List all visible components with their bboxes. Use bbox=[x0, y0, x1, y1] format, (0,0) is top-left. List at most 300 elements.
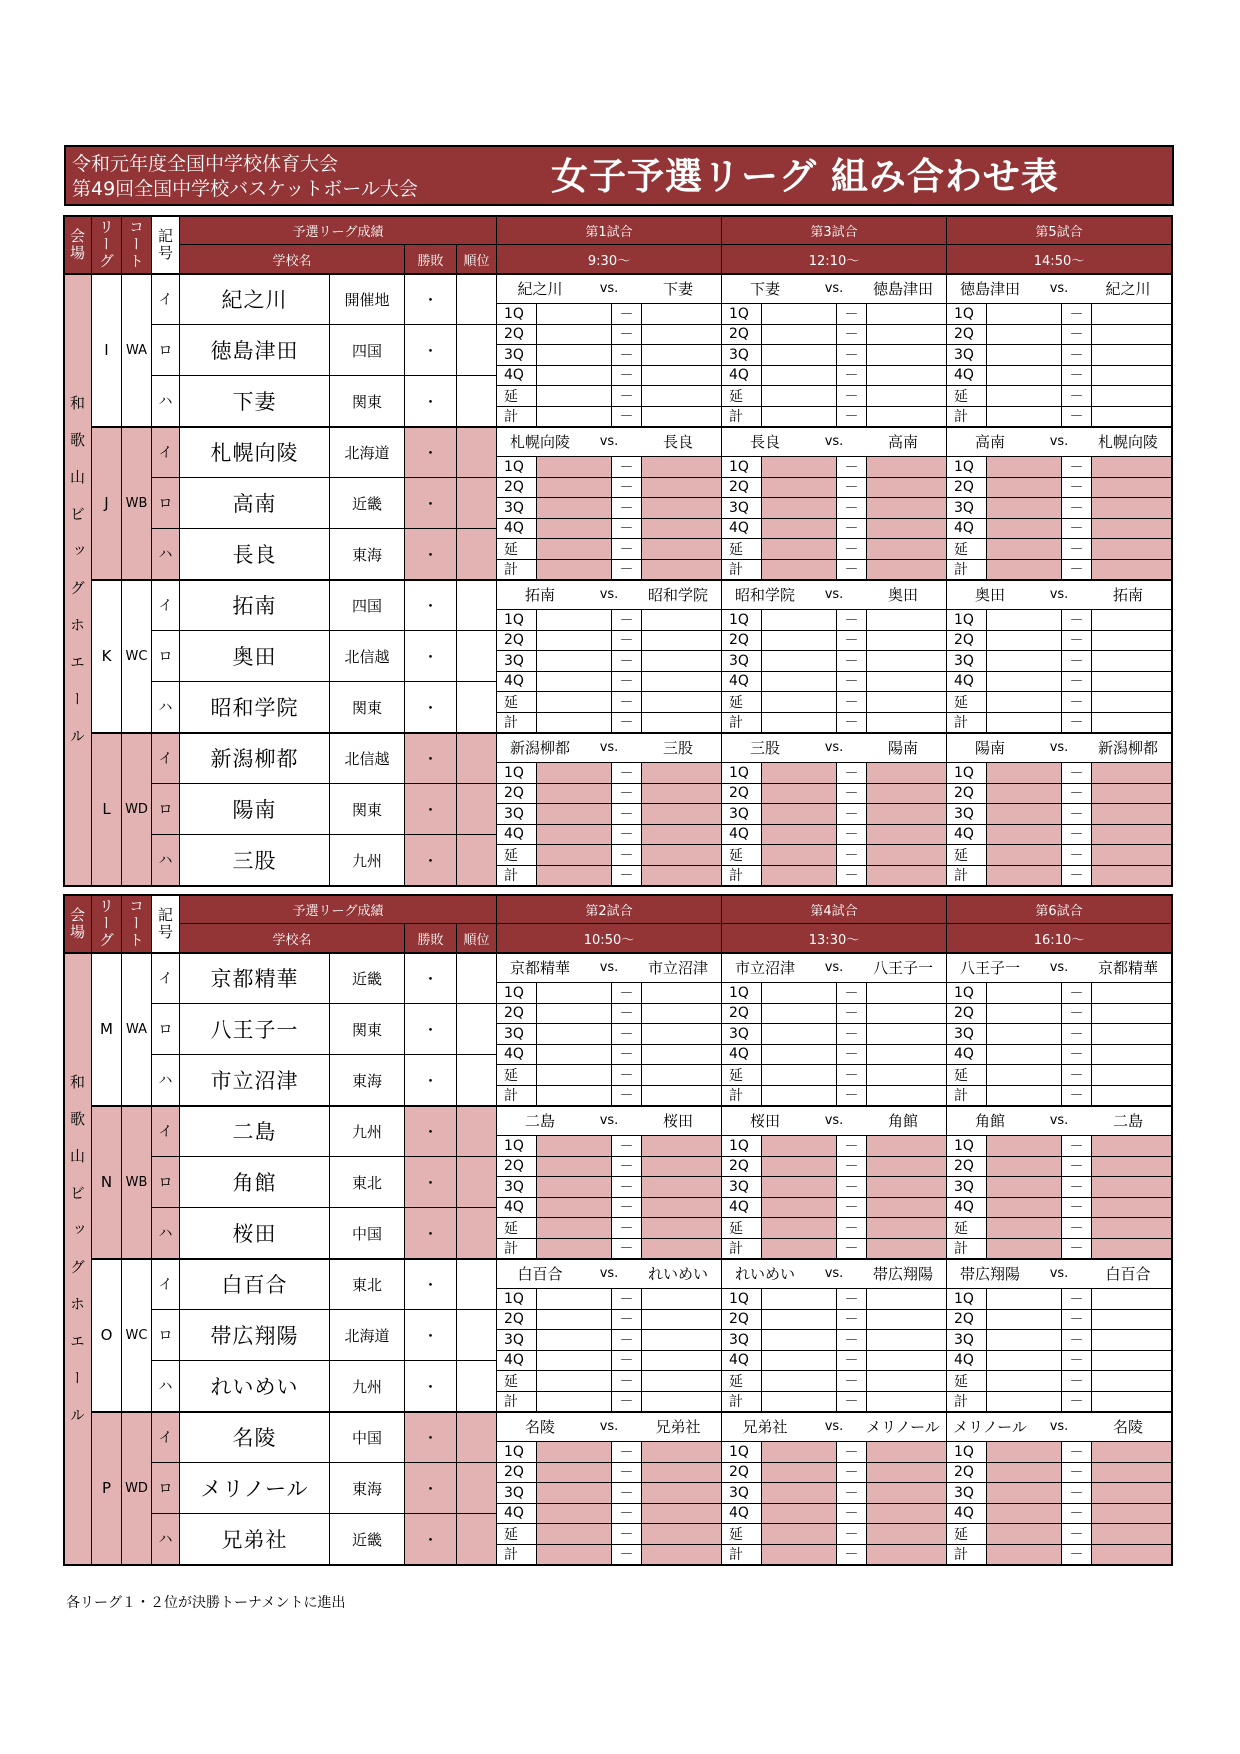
away-score-input[interactable] bbox=[1092, 1371, 1172, 1392]
home-score-input[interactable] bbox=[537, 1157, 612, 1178]
home-score-input[interactable] bbox=[762, 1289, 837, 1310]
home-score-input[interactable] bbox=[762, 407, 837, 428]
away-score-input[interactable] bbox=[1092, 366, 1172, 387]
home-score-input[interactable] bbox=[762, 784, 837, 805]
away-score-input[interactable] bbox=[1092, 457, 1172, 478]
away-score-input[interactable] bbox=[642, 651, 722, 672]
away-score-input[interactable] bbox=[867, 478, 947, 499]
home-score-input[interactable] bbox=[537, 651, 612, 672]
away-score-input[interactable] bbox=[642, 784, 722, 805]
away-score-input[interactable] bbox=[1092, 325, 1172, 346]
away-score-input[interactable] bbox=[642, 845, 722, 866]
away-score-input[interactable] bbox=[1092, 763, 1172, 784]
home-score-input[interactable] bbox=[537, 1392, 612, 1413]
away-score-input[interactable] bbox=[867, 672, 947, 693]
away-score-input[interactable] bbox=[642, 407, 722, 428]
home-score-input[interactable] bbox=[537, 478, 612, 499]
home-score-input[interactable] bbox=[762, 1198, 837, 1219]
away-score-input[interactable] bbox=[1092, 1504, 1172, 1525]
away-score-input[interactable] bbox=[1092, 1004, 1172, 1025]
home-score-input[interactable] bbox=[762, 345, 837, 366]
home-score-input[interactable] bbox=[762, 1545, 837, 1566]
away-score-input[interactable] bbox=[867, 325, 947, 346]
away-score-input[interactable] bbox=[642, 539, 722, 560]
away-score-input[interactable] bbox=[642, 560, 722, 581]
home-score-input[interactable] bbox=[762, 1392, 837, 1413]
away-score-input[interactable] bbox=[642, 1330, 722, 1351]
home-score-input[interactable] bbox=[987, 1392, 1062, 1413]
home-score-input[interactable] bbox=[762, 713, 837, 734]
home-score-input[interactable] bbox=[762, 1371, 837, 1392]
home-score-input[interactable] bbox=[987, 1198, 1062, 1219]
away-score-input[interactable] bbox=[1092, 1351, 1172, 1372]
home-score-input[interactable] bbox=[537, 610, 612, 631]
home-score-input[interactable] bbox=[537, 713, 612, 734]
home-score-input[interactable] bbox=[987, 1442, 1062, 1463]
home-score-input[interactable] bbox=[537, 866, 612, 887]
away-score-input[interactable] bbox=[642, 478, 722, 499]
away-score-input[interactable] bbox=[1092, 1045, 1172, 1066]
home-score-input[interactable] bbox=[762, 1483, 837, 1504]
home-score-input[interactable] bbox=[537, 1330, 612, 1351]
home-score-input[interactable] bbox=[762, 1177, 837, 1198]
away-score-input[interactable] bbox=[1092, 1239, 1172, 1260]
away-score-input[interactable] bbox=[642, 713, 722, 734]
away-score-input[interactable] bbox=[642, 1086, 722, 1107]
home-score-input[interactable] bbox=[987, 519, 1062, 540]
home-score-input[interactable] bbox=[987, 1157, 1062, 1178]
home-score-input[interactable] bbox=[987, 825, 1062, 846]
away-score-input[interactable] bbox=[642, 1136, 722, 1157]
away-score-input[interactable] bbox=[1092, 1545, 1172, 1566]
home-score-input[interactable] bbox=[762, 1004, 837, 1025]
home-score-input[interactable] bbox=[762, 519, 837, 540]
away-score-input[interactable] bbox=[1092, 1177, 1172, 1198]
home-score-input[interactable] bbox=[987, 845, 1062, 866]
home-score-input[interactable] bbox=[762, 845, 837, 866]
home-score-input[interactable] bbox=[537, 825, 612, 846]
home-score-input[interactable] bbox=[987, 366, 1062, 387]
home-score-input[interactable] bbox=[762, 366, 837, 387]
home-score-input[interactable] bbox=[987, 866, 1062, 887]
away-score-input[interactable] bbox=[1092, 539, 1172, 560]
home-score-input[interactable] bbox=[762, 325, 837, 346]
home-score-input[interactable] bbox=[537, 1289, 612, 1310]
home-score-input[interactable] bbox=[537, 366, 612, 387]
home-score-input[interactable] bbox=[762, 1157, 837, 1178]
away-score-input[interactable] bbox=[1092, 983, 1172, 1004]
away-score-input[interactable] bbox=[642, 1004, 722, 1025]
home-score-input[interactable] bbox=[987, 1351, 1062, 1372]
home-score-input[interactable] bbox=[987, 345, 1062, 366]
away-score-input[interactable] bbox=[867, 763, 947, 784]
home-score-input[interactable] bbox=[537, 1483, 612, 1504]
away-score-input[interactable] bbox=[642, 1289, 722, 1310]
away-score-input[interactable] bbox=[642, 763, 722, 784]
away-score-input[interactable] bbox=[1092, 713, 1172, 734]
away-score-input[interactable] bbox=[867, 539, 947, 560]
home-score-input[interactable] bbox=[987, 672, 1062, 693]
home-score-input[interactable] bbox=[537, 763, 612, 784]
home-score-input[interactable] bbox=[762, 866, 837, 887]
away-score-input[interactable] bbox=[642, 457, 722, 478]
away-score-input[interactable] bbox=[1092, 651, 1172, 672]
home-score-input[interactable] bbox=[987, 1371, 1062, 1392]
home-score-input[interactable] bbox=[762, 1310, 837, 1331]
home-score-input[interactable] bbox=[537, 1045, 612, 1066]
away-score-input[interactable] bbox=[867, 1289, 947, 1310]
away-score-input[interactable] bbox=[867, 1330, 947, 1351]
matchup-vs: vs. bbox=[599, 960, 619, 975]
home-score-input[interactable] bbox=[762, 1045, 837, 1066]
home-score-input[interactable] bbox=[762, 1239, 837, 1260]
home-score-input[interactable] bbox=[762, 1024, 837, 1045]
home-score-input[interactable] bbox=[537, 1198, 612, 1219]
school-header: 学校名 bbox=[180, 924, 405, 953]
away-score-input[interactable] bbox=[867, 407, 947, 428]
score-separator: － bbox=[1062, 1442, 1092, 1463]
away-score-input[interactable] bbox=[1092, 1024, 1172, 1045]
away-score-input[interactable] bbox=[867, 519, 947, 540]
home-score-input[interactable] bbox=[762, 539, 837, 560]
home-score-input[interactable] bbox=[762, 983, 837, 1004]
away-score-input[interactable] bbox=[642, 345, 722, 366]
home-score-input[interactable] bbox=[987, 1177, 1062, 1198]
home-score-input[interactable] bbox=[762, 1330, 837, 1351]
away-score-input[interactable] bbox=[867, 1310, 947, 1331]
away-score-input[interactable] bbox=[642, 672, 722, 693]
away-score-input[interactable] bbox=[1092, 1483, 1172, 1504]
away-score-input[interactable] bbox=[1092, 1218, 1172, 1239]
away-score-input[interactable] bbox=[1092, 1198, 1172, 1219]
home-score-input[interactable] bbox=[537, 1004, 612, 1025]
home-score-input[interactable] bbox=[987, 539, 1062, 560]
home-score-input[interactable] bbox=[762, 1136, 837, 1157]
home-score-input[interactable] bbox=[987, 1310, 1062, 1331]
home-score-input[interactable] bbox=[987, 784, 1062, 805]
away-score-input[interactable] bbox=[1092, 631, 1172, 652]
home-score-input[interactable] bbox=[987, 498, 1062, 519]
away-score-input[interactable] bbox=[867, 825, 947, 846]
home-score-input[interactable] bbox=[537, 1545, 612, 1566]
away-score-input[interactable] bbox=[867, 1198, 947, 1219]
home-score-input[interactable] bbox=[537, 1310, 612, 1331]
away-score-input[interactable] bbox=[867, 983, 947, 1004]
home-score-input[interactable] bbox=[537, 304, 612, 325]
away-score-input[interactable] bbox=[1092, 1330, 1172, 1351]
away-score-input[interactable] bbox=[867, 1371, 947, 1392]
home-score-input[interactable] bbox=[762, 457, 837, 478]
away-score-input[interactable] bbox=[867, 1024, 947, 1045]
away-score-input[interactable] bbox=[1092, 672, 1172, 693]
away-score-input[interactable] bbox=[1092, 866, 1172, 887]
quarter-label: 4Q bbox=[722, 1198, 762, 1219]
away-score-input[interactable] bbox=[867, 1524, 947, 1545]
away-score-input[interactable] bbox=[1092, 1136, 1172, 1157]
away-score-input[interactable] bbox=[1092, 1310, 1172, 1331]
away-score-input[interactable] bbox=[1092, 1289, 1172, 1310]
away-score-input[interactable] bbox=[642, 1024, 722, 1045]
home-score-input[interactable] bbox=[537, 1086, 612, 1107]
away-score-input[interactable] bbox=[867, 1545, 947, 1566]
home-score-input[interactable] bbox=[537, 560, 612, 581]
away-score-input[interactable] bbox=[1092, 386, 1172, 407]
away-score-input[interactable] bbox=[867, 1177, 947, 1198]
away-score-input[interactable] bbox=[867, 866, 947, 887]
home-score-input[interactable] bbox=[762, 651, 837, 672]
home-score-input[interactable] bbox=[987, 407, 1062, 428]
home-score-input[interactable] bbox=[537, 386, 612, 407]
home-score-input[interactable] bbox=[762, 692, 837, 713]
away-score-input[interactable] bbox=[642, 983, 722, 1004]
home-score-input[interactable] bbox=[987, 1463, 1062, 1484]
away-score-input[interactable] bbox=[867, 1442, 947, 1463]
home-score-input[interactable] bbox=[537, 1239, 612, 1260]
away-score-input[interactable] bbox=[867, 784, 947, 805]
home-score-input[interactable] bbox=[537, 631, 612, 652]
team-name: 京都精華 bbox=[180, 953, 330, 1004]
home-score-input[interactable] bbox=[537, 1504, 612, 1525]
home-score-input[interactable] bbox=[987, 325, 1062, 346]
home-score-input[interactable] bbox=[537, 457, 612, 478]
away-score-input[interactable] bbox=[642, 1239, 722, 1260]
home-score-input[interactable] bbox=[987, 560, 1062, 581]
home-score-input[interactable] bbox=[987, 713, 1062, 734]
home-score-input[interactable] bbox=[762, 1442, 837, 1463]
home-score-input[interactable] bbox=[762, 386, 837, 407]
home-score-input[interactable] bbox=[987, 1136, 1062, 1157]
away-score-input[interactable] bbox=[867, 560, 947, 581]
home-score-input[interactable] bbox=[987, 1545, 1062, 1566]
home-score-input[interactable] bbox=[537, 692, 612, 713]
home-score-input[interactable] bbox=[537, 1065, 612, 1086]
home-score-input[interactable] bbox=[762, 631, 837, 652]
home-score-input[interactable] bbox=[762, 1065, 837, 1086]
away-score-input[interactable] bbox=[642, 825, 722, 846]
home-score-input[interactable] bbox=[537, 983, 612, 1004]
home-score-input[interactable] bbox=[537, 1218, 612, 1239]
away-score-input[interactable] bbox=[867, 1239, 947, 1260]
away-score-input[interactable] bbox=[642, 1545, 722, 1566]
away-score-input[interactable] bbox=[642, 498, 722, 519]
away-score-input[interactable] bbox=[642, 631, 722, 652]
home-score-input[interactable] bbox=[537, 498, 612, 519]
home-score-input[interactable] bbox=[987, 983, 1062, 1004]
away-score-input[interactable] bbox=[642, 1524, 722, 1545]
away-score-input[interactable] bbox=[642, 1371, 722, 1392]
away-score-input[interactable] bbox=[642, 866, 722, 887]
home-score-input[interactable] bbox=[762, 763, 837, 784]
home-score-input[interactable] bbox=[987, 1504, 1062, 1525]
away-score-input[interactable] bbox=[642, 1504, 722, 1525]
home-score-input[interactable] bbox=[987, 651, 1062, 672]
away-score-input[interactable] bbox=[1092, 804, 1172, 825]
away-score-input[interactable] bbox=[1092, 1524, 1172, 1545]
away-score-input[interactable] bbox=[1092, 1463, 1172, 1484]
home-score-input[interactable] bbox=[987, 1330, 1062, 1351]
score-separator: － bbox=[1062, 1330, 1092, 1351]
home-score-input[interactable] bbox=[537, 1177, 612, 1198]
away-score-input[interactable] bbox=[867, 1136, 947, 1157]
away-score-input[interactable] bbox=[642, 1218, 722, 1239]
home-score-input[interactable] bbox=[987, 478, 1062, 499]
home-score-input[interactable] bbox=[987, 631, 1062, 652]
away-score-input[interactable] bbox=[867, 713, 947, 734]
home-score-input[interactable] bbox=[762, 672, 837, 693]
away-score-input[interactable] bbox=[1092, 407, 1172, 428]
away-score-input[interactable] bbox=[642, 1463, 722, 1484]
away-score-input[interactable] bbox=[1092, 304, 1172, 325]
home-score-input[interactable] bbox=[987, 1524, 1062, 1545]
matchup-away: 三股 bbox=[662, 739, 693, 757]
away-score-input[interactable] bbox=[867, 457, 947, 478]
away-score-input[interactable] bbox=[1092, 1392, 1172, 1413]
away-score-input[interactable] bbox=[1092, 825, 1172, 846]
home-score-input[interactable] bbox=[762, 1463, 837, 1484]
home-score-input[interactable] bbox=[762, 498, 837, 519]
home-score-input[interactable] bbox=[537, 845, 612, 866]
home-score-input[interactable] bbox=[987, 1289, 1062, 1310]
home-score-input[interactable] bbox=[987, 1024, 1062, 1045]
away-score-input[interactable] bbox=[867, 1463, 947, 1484]
away-score-input[interactable] bbox=[1092, 692, 1172, 713]
away-score-input[interactable] bbox=[867, 1004, 947, 1025]
away-score-input[interactable] bbox=[1092, 1086, 1172, 1107]
away-score-input[interactable] bbox=[642, 804, 722, 825]
home-score-input[interactable] bbox=[762, 560, 837, 581]
away-score-input[interactable] bbox=[642, 1351, 722, 1372]
home-score-input[interactable] bbox=[537, 1136, 612, 1157]
home-score-input[interactable] bbox=[537, 1371, 612, 1392]
away-score-input[interactable] bbox=[642, 1065, 722, 1086]
away-score-input[interactable] bbox=[1092, 560, 1172, 581]
home-score-input[interactable] bbox=[987, 1239, 1062, 1260]
home-score-input[interactable] bbox=[537, 519, 612, 540]
away-score-input[interactable] bbox=[642, 1157, 722, 1178]
home-score-input[interactable] bbox=[987, 1045, 1062, 1066]
away-score-input[interactable] bbox=[1092, 1157, 1172, 1178]
away-score-input[interactable] bbox=[867, 366, 947, 387]
away-score-input[interactable] bbox=[642, 386, 722, 407]
away-score-input[interactable] bbox=[1092, 345, 1172, 366]
away-score-input[interactable] bbox=[642, 325, 722, 346]
home-score-input[interactable] bbox=[537, 1351, 612, 1372]
score-separator: － bbox=[1062, 478, 1092, 499]
away-score-input[interactable] bbox=[1092, 1065, 1172, 1086]
away-score-input[interactable] bbox=[867, 651, 947, 672]
home-score-input[interactable] bbox=[537, 804, 612, 825]
away-score-input[interactable] bbox=[867, 345, 947, 366]
home-score-input[interactable] bbox=[537, 407, 612, 428]
away-score-input[interactable] bbox=[867, 1045, 947, 1066]
home-score-input[interactable] bbox=[987, 1483, 1062, 1504]
home-score-input[interactable] bbox=[537, 325, 612, 346]
home-score-input[interactable] bbox=[762, 804, 837, 825]
away-score-input[interactable] bbox=[867, 610, 947, 631]
away-score-input[interactable] bbox=[867, 1483, 947, 1504]
home-score-input[interactable] bbox=[762, 1524, 837, 1545]
home-score-input[interactable] bbox=[987, 1086, 1062, 1107]
home-score-input[interactable] bbox=[537, 672, 612, 693]
home-score-input[interactable] bbox=[987, 692, 1062, 713]
home-score-input[interactable] bbox=[987, 1218, 1062, 1239]
away-score-input[interactable] bbox=[867, 1065, 947, 1086]
away-score-input[interactable] bbox=[1092, 1442, 1172, 1463]
away-score-input[interactable] bbox=[642, 366, 722, 387]
away-score-input[interactable] bbox=[1092, 519, 1172, 540]
away-score-input[interactable] bbox=[642, 692, 722, 713]
rank-header: 順位 bbox=[457, 245, 497, 274]
away-score-input[interactable] bbox=[642, 519, 722, 540]
away-score-input[interactable] bbox=[867, 1392, 947, 1413]
away-score-input[interactable] bbox=[867, 845, 947, 866]
away-score-input[interactable] bbox=[867, 386, 947, 407]
away-score-input[interactable] bbox=[867, 304, 947, 325]
home-score-input[interactable] bbox=[762, 478, 837, 499]
home-score-input[interactable] bbox=[762, 1351, 837, 1372]
away-score-input[interactable] bbox=[867, 631, 947, 652]
home-score-input[interactable] bbox=[987, 1004, 1062, 1025]
away-score-input[interactable] bbox=[1092, 784, 1172, 805]
home-score-input[interactable] bbox=[537, 1442, 612, 1463]
away-score-input[interactable] bbox=[642, 610, 722, 631]
home-score-input[interactable] bbox=[987, 386, 1062, 407]
home-score-input[interactable] bbox=[762, 1504, 837, 1525]
score-separator: － bbox=[837, 1504, 867, 1525]
away-score-input[interactable] bbox=[642, 1310, 722, 1331]
away-score-input[interactable] bbox=[867, 1351, 947, 1372]
quarter-label: 2Q bbox=[947, 1310, 987, 1331]
away-score-input[interactable] bbox=[642, 1442, 722, 1463]
away-score-input[interactable] bbox=[867, 498, 947, 519]
away-score-input[interactable] bbox=[867, 1086, 947, 1107]
away-score-input[interactable] bbox=[642, 1198, 722, 1219]
home-score-input[interactable] bbox=[987, 1065, 1062, 1086]
away-score-input[interactable] bbox=[642, 304, 722, 325]
home-score-input[interactable] bbox=[987, 610, 1062, 631]
away-score-input[interactable] bbox=[1092, 610, 1172, 631]
home-score-input[interactable] bbox=[537, 1463, 612, 1484]
home-score-input[interactable] bbox=[987, 304, 1062, 325]
away-score-input[interactable] bbox=[1092, 478, 1172, 499]
away-score-input[interactable] bbox=[642, 1392, 722, 1413]
home-score-input[interactable] bbox=[537, 1524, 612, 1545]
away-score-input[interactable] bbox=[867, 692, 947, 713]
away-score-input[interactable] bbox=[642, 1045, 722, 1066]
home-score-input[interactable] bbox=[762, 304, 837, 325]
home-score-input[interactable] bbox=[987, 457, 1062, 478]
home-score-input[interactable] bbox=[537, 784, 612, 805]
away-score-input[interactable] bbox=[867, 1157, 947, 1178]
away-score-input[interactable] bbox=[867, 1504, 947, 1525]
home-score-input[interactable] bbox=[537, 1024, 612, 1045]
home-score-input[interactable] bbox=[762, 825, 837, 846]
away-score-input[interactable] bbox=[642, 1177, 722, 1198]
game-time: 10:50～ bbox=[497, 924, 722, 953]
away-score-input[interactable] bbox=[867, 1218, 947, 1239]
away-score-input[interactable] bbox=[642, 1483, 722, 1504]
home-score-input[interactable] bbox=[762, 1218, 837, 1239]
home-score-input[interactable] bbox=[762, 610, 837, 631]
away-score-input[interactable] bbox=[1092, 498, 1172, 519]
home-score-input[interactable] bbox=[987, 804, 1062, 825]
home-score-input[interactable] bbox=[537, 345, 612, 366]
home-score-input[interactable] bbox=[762, 1086, 837, 1107]
home-score-input[interactable] bbox=[537, 539, 612, 560]
away-score-input[interactable] bbox=[867, 804, 947, 825]
home-score-input[interactable] bbox=[987, 763, 1062, 784]
away-score-input[interactable] bbox=[1092, 845, 1172, 866]
